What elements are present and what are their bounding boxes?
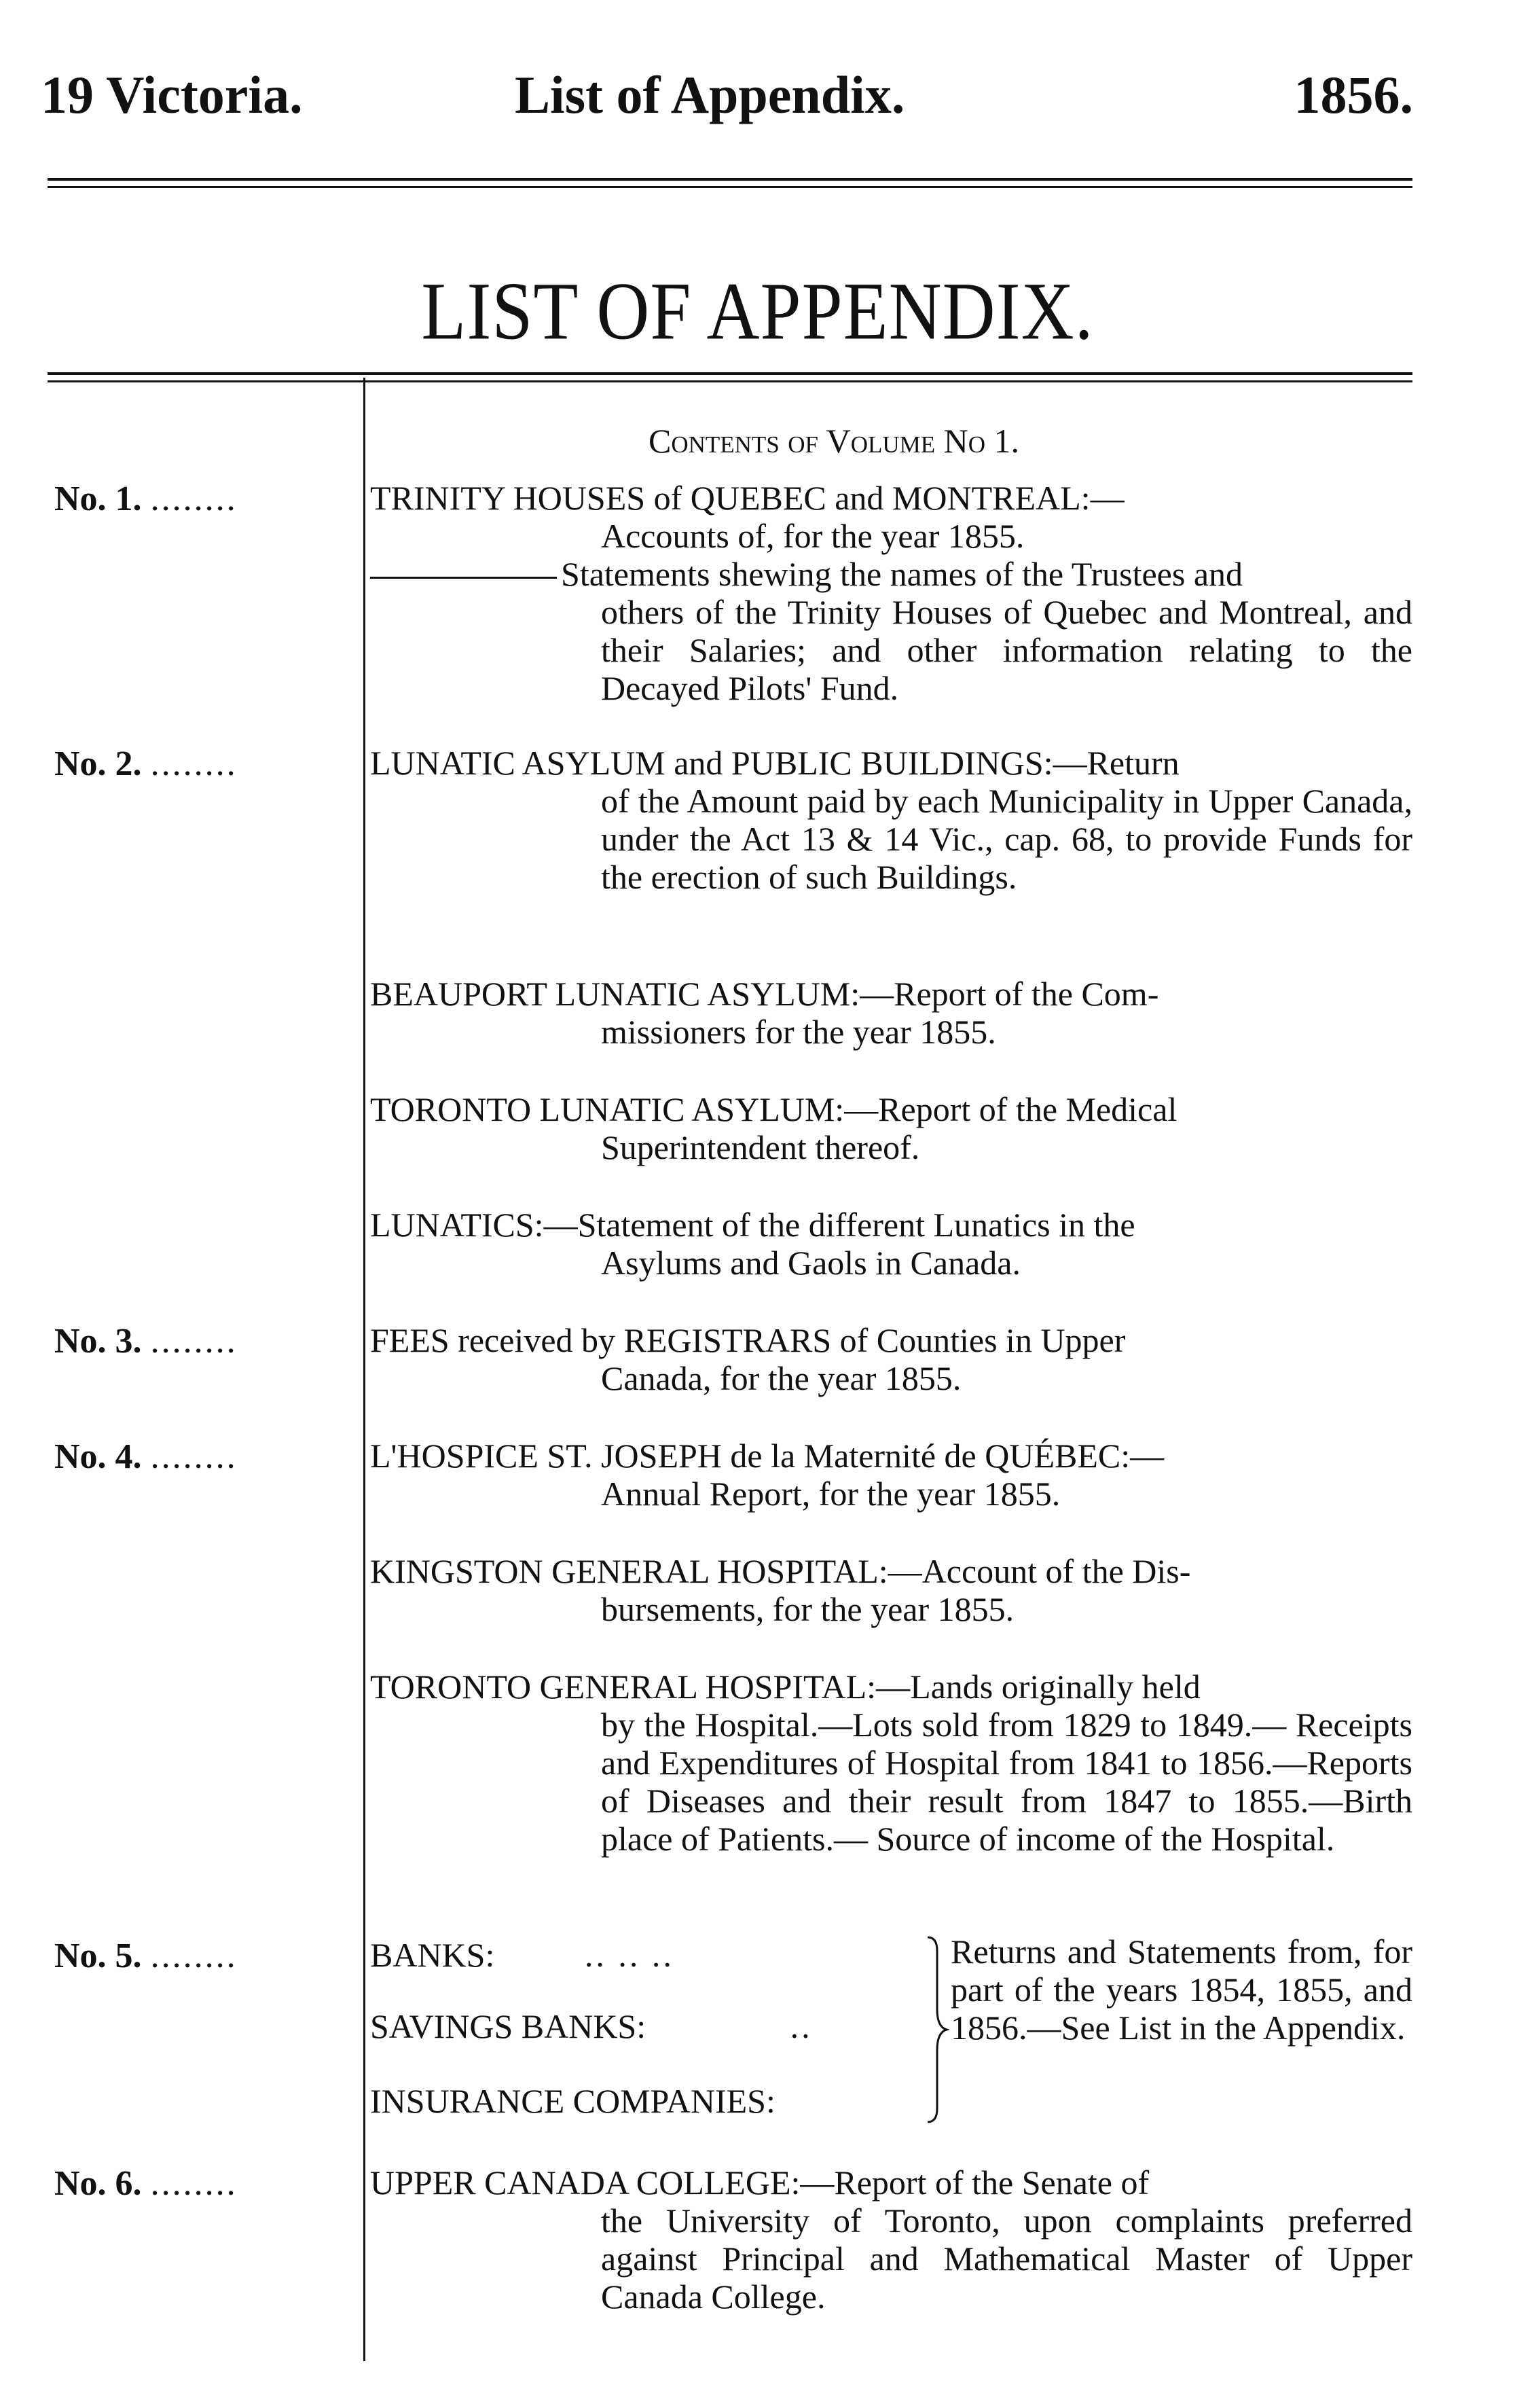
entry-description: missioners for the year 1855.	[601, 1013, 996, 1051]
entry-number-label: No. 2.	[54, 744, 142, 783]
entry-description: of the Amount paid by each Municipality in Upper Canada, under the Act 13 & 14 Vic., cap. 68, to provide Funds for the erection of such Buildings.	[601, 782, 1412, 896]
entry-description: Canada, for the year 1855.	[601, 1359, 962, 1397]
leader-dots: ..	[790, 2007, 813, 2045]
entry-description: others of the Trinity Houses of Quebec and Montreal, and their Salaries; and other information relating to the Decayed Pilots' Fund.	[601, 593, 1412, 707]
entry-4-toronto-hospital	[370, 1668, 1412, 1858]
entry-number-5	[54, 1936, 238, 1976]
entry-number-label: No. 4.	[54, 1437, 142, 1476]
entry-heading: BEAUPORT LUNATIC ASYLUM:—Report of the Com-	[370, 975, 1159, 1013]
entry-1-trustees-statements	[370, 555, 1412, 707]
entry-number-2	[54, 744, 238, 784]
column-divider	[363, 378, 365, 2361]
leader-dots: ........	[150, 2164, 238, 2203]
entry-number-4	[54, 1437, 238, 1477]
savings-banks-item	[370, 2007, 813, 2045]
leader-dots: ........	[150, 1322, 238, 1361]
contents-heading: Contents of Volume No 1.	[649, 422, 1020, 460]
entry-description: bursements, for the year 1855.	[601, 1590, 1015, 1628]
entry-number-6	[54, 2163, 238, 2204]
leader-dots: ........	[150, 1437, 238, 1476]
entry-heading: L'HOSPICE ST. JOSEPH de la Maternité de QUÉBEC:—	[370, 1437, 1165, 1475]
entry-number-1	[54, 479, 238, 519]
entry-heading	[370, 555, 1412, 593]
entry-heading-text: Statements shewing the names of the Trustees and	[561, 555, 1243, 593]
entry-3-registrar-fees	[370, 1321, 1412, 1397]
entry-heading: TRINITY HOUSES of QUEBEC and MONTREAL:—	[370, 479, 1125, 517]
banks-item	[370, 1936, 674, 1974]
running-head-regnal-year: 19 Victoria.	[41, 65, 303, 124]
banks-label: BANKS:	[370, 1936, 495, 1974]
leader-dots: .. .. ..	[584, 1936, 674, 1974]
banks-note: Returns and Statements from, for part of the years 1854, 1855, and 1856.—See List in the Appendix.	[951, 1933, 1412, 2047]
entry-6-upper-canada-college	[370, 2163, 1412, 2316]
entry-description: Annual Report, for the year 1855.	[601, 1475, 1061, 1513]
entry-number-label: No. 3.	[54, 1322, 142, 1361]
entry-number-3	[54, 1321, 238, 1361]
insurance-companies-label: INSURANCE COMPANIES:	[370, 2082, 775, 2120]
running-head-year: 1856.	[1294, 65, 1413, 124]
entry-2-lunatics	[370, 1206, 1412, 1282]
entry-2-lunatic-asylum-public-buildings	[370, 744, 1412, 896]
entry-heading: UPPER CANADA COLLEGE:—Report of the Senate of	[370, 2163, 1150, 2202]
entry-description: Asylums and Gaols in Canada.	[601, 1244, 1021, 1282]
entry-2-toronto-asylum	[370, 1090, 1412, 1166]
running-head-title: List of Appendix.	[515, 65, 905, 124]
ditto-dash	[370, 577, 557, 579]
entry-heading: LUNATIC ASYLUM and PUBLIC BUILDINGS:—Return	[370, 744, 1180, 782]
savings-banks-label: SAVINGS BANKS:	[370, 2007, 646, 2045]
entry-2-beauport-asylum	[370, 975, 1412, 1051]
entry-number-label: No. 5.	[54, 1937, 142, 1975]
leader-dots: ........	[150, 1937, 238, 1975]
insurance-companies-item	[370, 2082, 775, 2120]
entry-heading: KINGSTON GENERAL HOSPITAL:—Account of the Dis-	[370, 1552, 1191, 1590]
entry-number-label: No. 1.	[54, 480, 142, 518]
entry-1-trinity-houses	[370, 479, 1412, 555]
entry-heading: LUNATICS:—Statement of the different Lunatics in the	[370, 1206, 1135, 1244]
entry-heading: TORONTO GENERAL HOSPITAL:—Lands originally held	[370, 1668, 1201, 1706]
entry-description: Accounts of, for the year 1855.	[601, 517, 1025, 555]
title-rule	[48, 372, 1412, 382]
header-rule	[48, 178, 1412, 188]
curly-brace	[922, 1935, 949, 2125]
entry-description: by the Hospital.—Lots sold from 1829 to 1849.— Receipts and Expenditures of Hospital from 1841 to 1856.—Reports of Diseases and their result from 1847 to 1855.—Birth place of Patients.— Source of income of the Hospital.	[601, 1706, 1412, 1858]
entry-heading: TORONTO LUNATIC ASYLUM:—Report of the Medical	[370, 1090, 1178, 1128]
entry-number-label: No. 6.	[54, 2164, 142, 2203]
entry-4-kingston-hospital	[370, 1552, 1412, 1628]
leader-dots: ........	[150, 744, 238, 783]
page-title: LIST OF APPENDIX.	[421, 266, 1094, 357]
running-head	[0, 65, 1515, 139]
entry-description: the University of Toronto, upon complaints preferred against Principal and Mathematical Master of Upper Canada College.	[601, 2202, 1412, 2316]
entry-4-hospice-st-joseph	[370, 1437, 1412, 1513]
entry-heading: FEES received by REGISTRARS of Counties in Upper	[370, 1321, 1126, 1359]
entry-description: Superintendent thereof.	[601, 1128, 920, 1166]
leader-dots: ........	[150, 480, 238, 518]
